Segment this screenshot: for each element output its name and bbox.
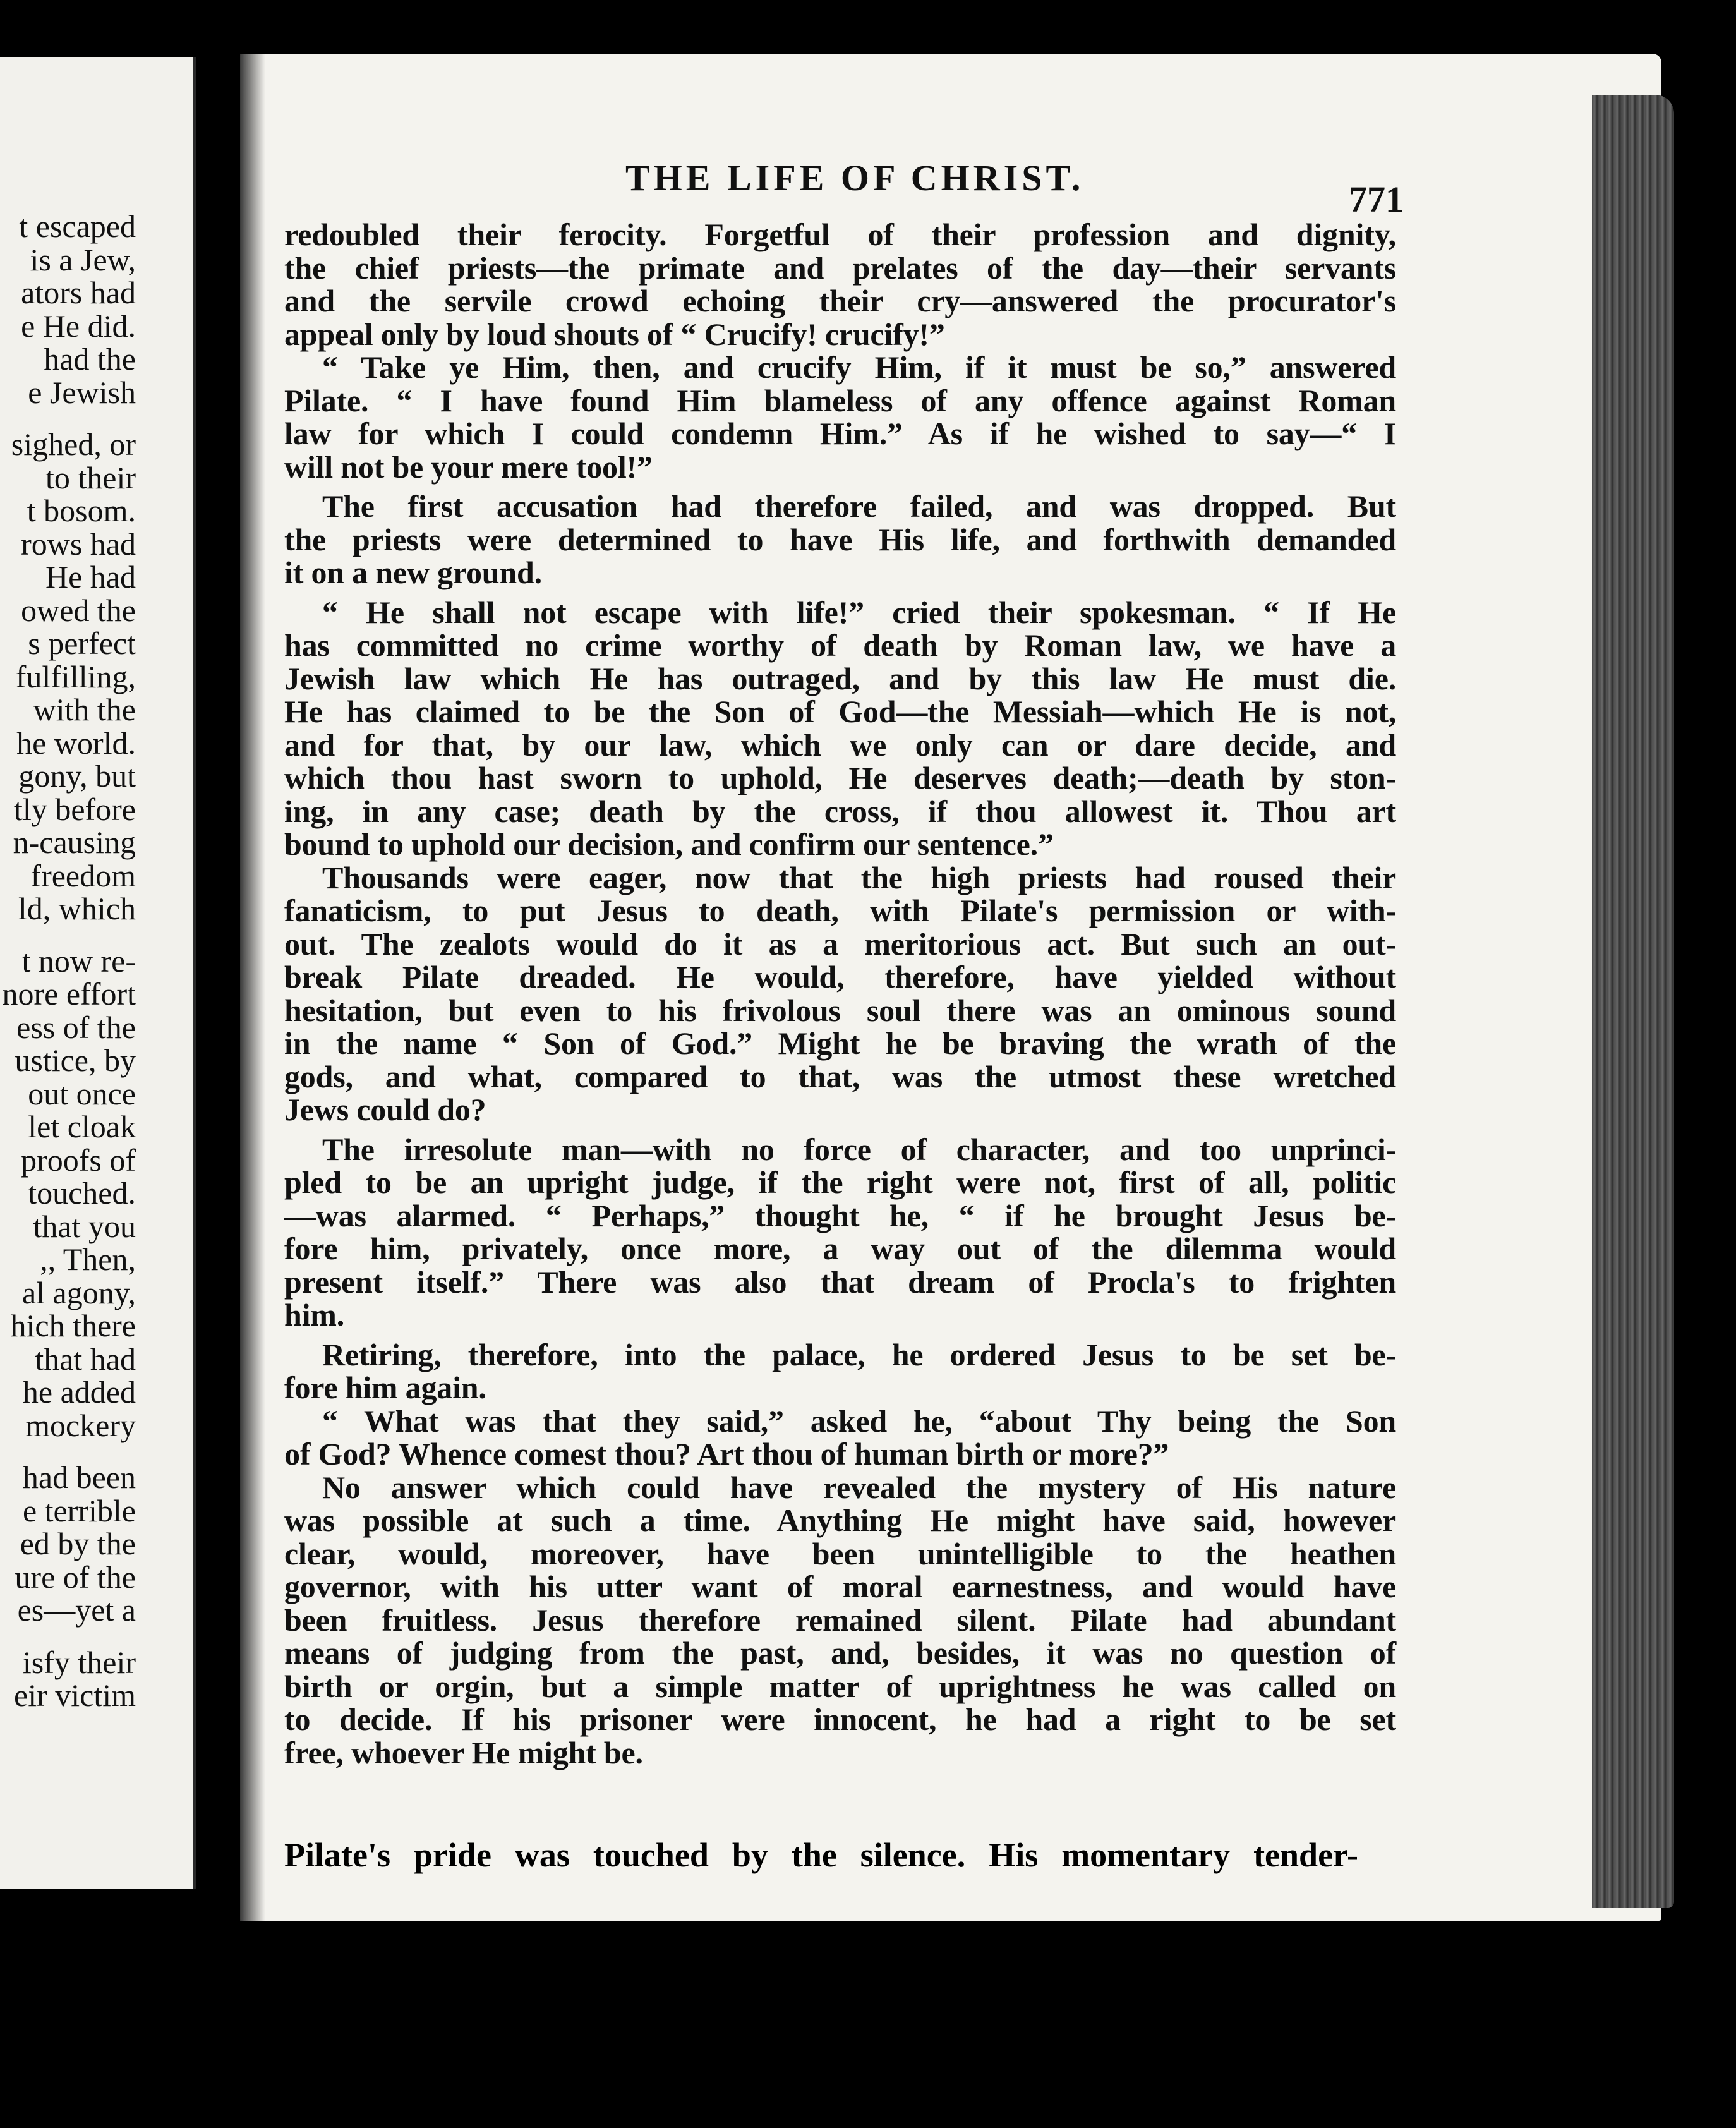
text-line: Thousands were eager, now that the high priests had roused their	[322, 859, 1396, 895]
left-page-line: to their	[45, 459, 136, 495]
text-line: been fruitless. Jesus therefore remained silent. Pilate had abundant	[284, 1602, 1396, 1638]
text-line: Jews could do?	[284, 1092, 486, 1127]
text-line: No answer which could have revealed the mystery of His nature	[322, 1469, 1396, 1505]
page-number: 771	[1349, 179, 1404, 220]
text-line: “ He shall not escape with life!” cried their spokesman. “ If He	[322, 594, 1396, 630]
left-page-line: with the	[33, 692, 136, 727]
text-line: The first accusation had therefore failed, and was dropped. But	[322, 488, 1396, 524]
left-page-line: nore effort	[2, 976, 136, 1012]
text-line: “ What was that they said,” asked he, “about Thy being the Son	[322, 1403, 1396, 1439]
text-line: “ Take ye Him, then, and crucify Him, if it must be so,” answered	[322, 349, 1396, 385]
left-page-line: ess of the	[16, 1009, 136, 1045]
left-page-line: ure of the	[15, 1559, 136, 1595]
text-line: ing, in any case; death by the cross, if thou allowest it. Thou art	[284, 793, 1396, 829]
text-line: has committed no crime worthy of death by Roman law, we have a	[284, 627, 1396, 663]
left-page-line: ,, Then,	[40, 1242, 136, 1277]
left-page-line: had the	[44, 341, 136, 377]
text-line: him.	[284, 1297, 345, 1333]
left-page-line: out once	[28, 1075, 136, 1111]
text-line: fanaticism, to put Jesus to death, with Pilate's permission or with-	[284, 893, 1396, 928]
text-line: present itself.” There was also that dream of Procla's to frighten	[284, 1264, 1396, 1300]
text-line: and for that, by our law, which we only can or dare decide, and	[284, 727, 1396, 763]
left-page-line: tly before	[14, 791, 136, 827]
text-line: governor, with his utter want of moral earnestness, and would have	[284, 1569, 1396, 1604]
left-page-line: t bosom.	[27, 493, 136, 528]
text-line: will not be your mere tool!”	[284, 449, 653, 485]
text-line: gods, and what, compared to that, was the utmost these wretched	[284, 1058, 1396, 1094]
left-page-line: al agony,	[21, 1274, 136, 1310]
left-page-line: is a Jew,	[30, 241, 136, 277]
text-line: bound to uphold our decision, and confirm our sentence.”	[284, 826, 1054, 862]
gutter-shadow	[240, 54, 265, 1921]
text-line: break Pilate dreaded. He would, therefore, have yielded without	[284, 959, 1396, 994]
page-edges	[1592, 95, 1674, 1908]
left-page-line: ustice, by	[15, 1043, 136, 1078]
left-page-line: let cloak	[28, 1109, 136, 1144]
left-page-line: had been	[22, 1460, 136, 1495]
left-page-line: he world.	[16, 725, 136, 761]
body-text-last-line: Pilate's pride was touched by the silence. His momentary tender-	[284, 1836, 1358, 1874]
left-page-line: eir victim	[14, 1678, 136, 1713]
text-line: the chief priests—the primate and prelates of the day—their servants	[284, 250, 1396, 286]
text-line: appeal only by loud shouts of “ Crucify! crucify!”	[284, 316, 945, 352]
left-page-line: isfy their	[22, 1644, 136, 1680]
text-line: means of judging from the past, and, besides, it was no question of	[284, 1635, 1396, 1671]
text-line: The irresolute man—with no force of character, and too unprinci-	[322, 1131, 1396, 1167]
text-line: law for which I could condemn Him.” As if he wished to say—“ I	[284, 416, 1396, 451]
text-line: and the servile crowd echoing their cry—answered the procurator's	[284, 283, 1396, 318]
left-page-line: that had	[35, 1341, 136, 1377]
left-page-line: fulfilling,	[15, 658, 136, 694]
text-line: of God? Whence comest thou? Art thou of human birth or more?”	[284, 1436, 1169, 1472]
text-line: He has claimed to be the Son of God—the Messiah—which He is not,	[284, 694, 1396, 729]
text-line: birth or orgin, but a simple matter of uprightness he was called on	[284, 1668, 1396, 1704]
left-page-line: sighed, or	[11, 426, 136, 462]
left-page-fragment	[0, 57, 196, 1889]
left-page-line: gony, but	[18, 758, 136, 794]
text-line: to decide. If his prisoner were innocent, he had a right to be set	[284, 1702, 1396, 1737]
left-page-line: touched.	[28, 1175, 136, 1211]
text-line: Jewish law which He has outraged, and by this law He must die.	[284, 660, 1396, 696]
text-line: redoubled their ferocity. Forgetful of their profession and dignity,	[284, 217, 1396, 252]
left-page-line: freedom	[30, 857, 136, 893]
left-page-line: s perfect	[28, 626, 136, 661]
text-line: which thou hast sworn to uphold, He deserves death;—death by ston-	[284, 760, 1396, 795]
left-page-line: mockery	[25, 1407, 136, 1443]
left-page-line: ld, which	[18, 891, 136, 926]
left-page-line: ators had	[21, 275, 136, 310]
left-page-line: he added	[22, 1374, 136, 1410]
text-line: fore him again.	[284, 1370, 486, 1405]
left-page-line: t escaped	[19, 209, 136, 244]
text-line: the priests were determined to have His life, and forthwith demanded	[284, 521, 1396, 557]
left-page-line: t now re-	[21, 943, 136, 979]
text-line: clear, would, moreover, have been unintelligible to the heathen	[284, 1535, 1396, 1571]
left-page-line: owed the	[21, 592, 136, 628]
left-page-line: es—yet a	[17, 1592, 136, 1628]
left-page-line: He had	[45, 559, 136, 595]
left-page-line: proofs of	[21, 1142, 136, 1178]
text-line: Retiring, therefore, into the palace, he ordered Jesus to be set be-	[322, 1336, 1396, 1372]
text-line: free, whoever He might be.	[284, 1734, 643, 1770]
text-line: Pilate. “ I have found Him blameless of any offence against Roman	[284, 382, 1396, 418]
running-head: THE LIFE OF CHRIST.	[625, 157, 1085, 198]
left-page-line: hich there	[10, 1308, 136, 1343]
left-page-line: e Jewish	[28, 374, 136, 410]
left-page-line: ed by the	[20, 1526, 136, 1561]
left-page-line: that you	[33, 1208, 136, 1244]
text-line: fore him, privately, once more, a way out of the dilemma would	[284, 1231, 1396, 1266]
body-text	[284, 218, 1396, 1769]
left-page-line: e terrible	[22, 1492, 136, 1528]
text-line: it on a new ground.	[284, 555, 542, 590]
text-line: in the name “ Son of God.” Might he be braving the wrath of the	[284, 1025, 1396, 1061]
text-line: was possible at such a time. Anything He might have said, however	[284, 1502, 1396, 1538]
text-line: —was alarmed. “ Perhaps,” thought he, “ if he brought Jesus be-	[284, 1197, 1396, 1233]
left-page-line: n-causing	[13, 825, 136, 860]
left-page-line: e He did.	[21, 308, 136, 344]
text-line: out. The zealots would do it as a meritorious act. But such an out-	[284, 926, 1396, 962]
text-line: pled to be an upright judge, if the right were not, first of all, politic	[284, 1164, 1396, 1200]
text-line: hesitation, but even to his frivolous soul there was an ominous sound	[284, 992, 1396, 1028]
left-page-line: rows had	[21, 526, 136, 562]
